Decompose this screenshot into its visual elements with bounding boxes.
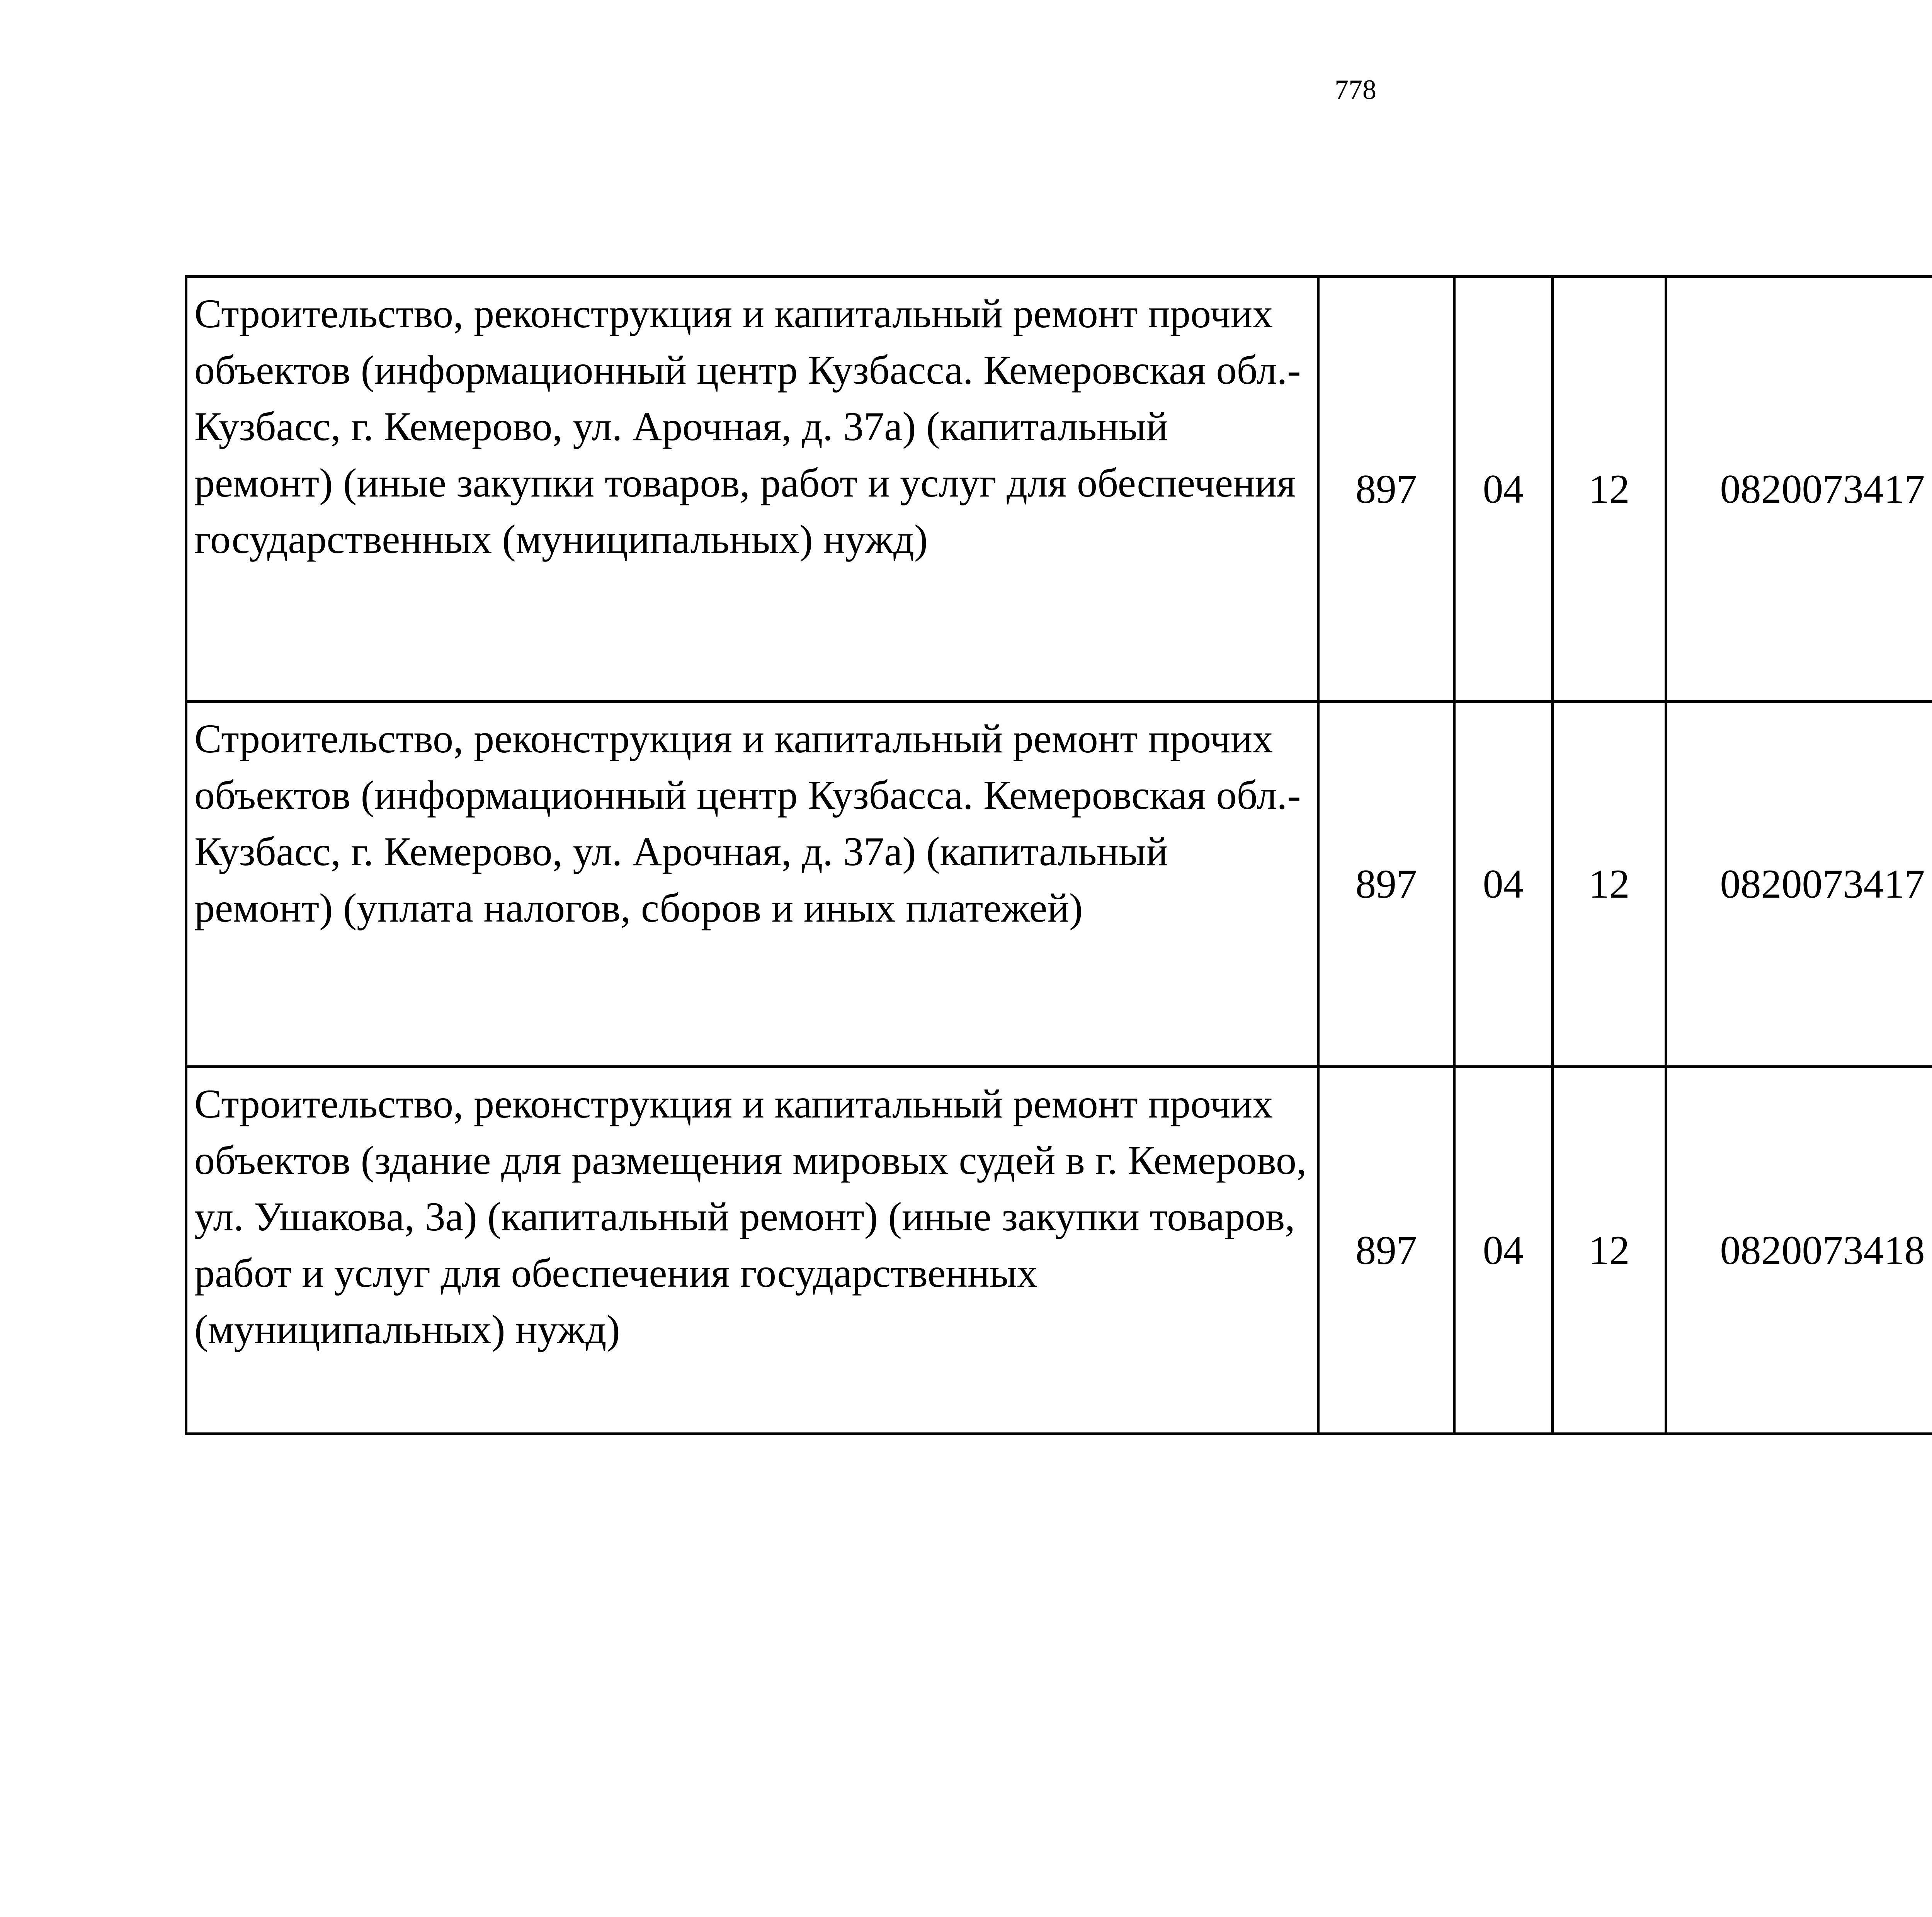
target-article-code: 0820073417 bbox=[1666, 702, 1932, 1067]
row-description: Строительство, реконструкция и капитальный ремонт прочих объектов (информационный центр Кузбасса. Кемеровская обл.-Кузбасс, г. Кемерово, ул. Арочная, д. 37а) (капитальный ремонт) (иные закупки товаров, работ и услуг для обеспечения государственных (муниципальных) нужд) bbox=[186, 277, 1318, 702]
table-row bbox=[186, 1067, 1932, 1434]
page-number: 778 bbox=[1335, 74, 1376, 105]
ministry-code: 897 bbox=[1318, 702, 1454, 1067]
subsection-code: 12 bbox=[1553, 702, 1666, 1067]
subsection-code: 12 bbox=[1553, 1067, 1666, 1434]
row-description: Строительство, реконструкция и капитальный ремонт прочих объектов (здание для размещения мировых судей в г. Кемерово, ул. Ушакова, 3а) (капитальный ремонт) (иные закупки товаров, работ и услуг для обеспечения государственных (муниципальных) нужд) bbox=[186, 1067, 1318, 1434]
target-article-code: 0820073417 bbox=[1666, 277, 1932, 702]
budget-table bbox=[185, 275, 1932, 1435]
section-code: 04 bbox=[1454, 702, 1553, 1067]
ministry-code: 897 bbox=[1318, 1067, 1454, 1434]
target-article-code: 0820073418 bbox=[1666, 1067, 1932, 1434]
subsection-code: 12 bbox=[1553, 277, 1666, 702]
table-row bbox=[186, 702, 1932, 1067]
table-row bbox=[186, 277, 1932, 702]
section-code: 04 bbox=[1454, 1067, 1553, 1434]
ministry-code: 897 bbox=[1318, 277, 1454, 702]
section-code: 04 bbox=[1454, 277, 1553, 702]
row-description: Строительство, реконструкция и капитальный ремонт прочих объектов (информационный центр Кузбасса. Кемеровская обл.-Кузбасс, г. Кемерово, ул. Арочная, д. 37а) (капитальный ремонт) (уплата налогов, сборов и иных платежей) bbox=[186, 702, 1318, 1067]
